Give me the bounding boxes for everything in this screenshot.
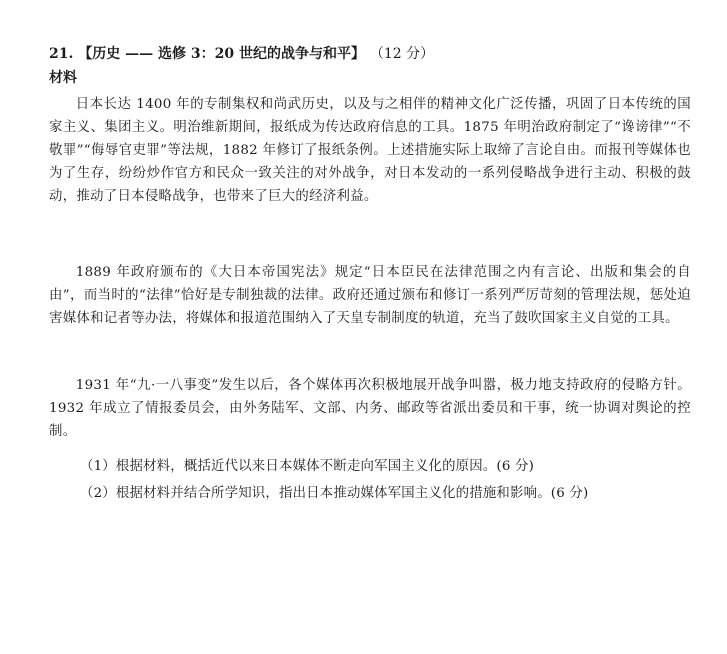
question-points: （12 分） xyxy=(369,46,435,62)
question-header xyxy=(49,44,434,64)
sub-question-2: （2）根据材料并结合所学知识，指出日本推动媒体军国主义化的措施和影响。(6 分) xyxy=(80,486,589,501)
material-paragraph-3: 1931 年“九·一八事变”发生以后，各个媒体再次积极地展开战争叫嚣，极力地支持政府的侵略方针。1932 年成立了情报委员会，由外务陆军、文部、内务、邮政等省派出委员和干事，统一协调对舆论的控制。 xyxy=(49,378,691,439)
question-number: 21. xyxy=(49,46,74,62)
material-paragraph-2: 1889 年政府颁布的《大日本帝国宪法》规定“日本臣民在法律范围之内有言论、出版和集会的自由”，而当时的“法律”恰好是专制独裁的法律。政府还通过颁布和修订一系列严厉苛刻的管理法规，惩处迫害媒体和记者等办法，将媒体和报道范围纳入了天皇专制制度的轨道，充当了鼓吹国家主义自觉的工具。 xyxy=(49,265,691,326)
sub-question-1: （1）根据材料，概括近代以来日本媒体不断走向军国主义化的原因。(6 分) xyxy=(80,459,535,474)
material-label: 材料 xyxy=(49,70,77,86)
question-title: 【历史 —— 选修 3：20 世纪的战争与和平】 xyxy=(78,46,365,62)
material-paragraph-1: 日本长达 1400 年的专制集权和尚武历史，以及与之相伴的精神文化广泛传播，巩固了日本传统的国家主义、集团主义。明治维新期间，报纸成为传达政府信息的工具。1875 年明治政府制定了“谗谤律”“不敬罪”“侮辱官吏罪”等法规，1882 年修订了报纸条例。上述措施实际上取缔了言论自由。而报刊等媒体也为了生存，纷纷炒作官方和民众一致关注的对外战争，对日本发动的一系列侵略战争进行主动、积极的鼓动，推动了日本侵略战争，也带来了巨大的经济利益。 xyxy=(49,97,691,204)
